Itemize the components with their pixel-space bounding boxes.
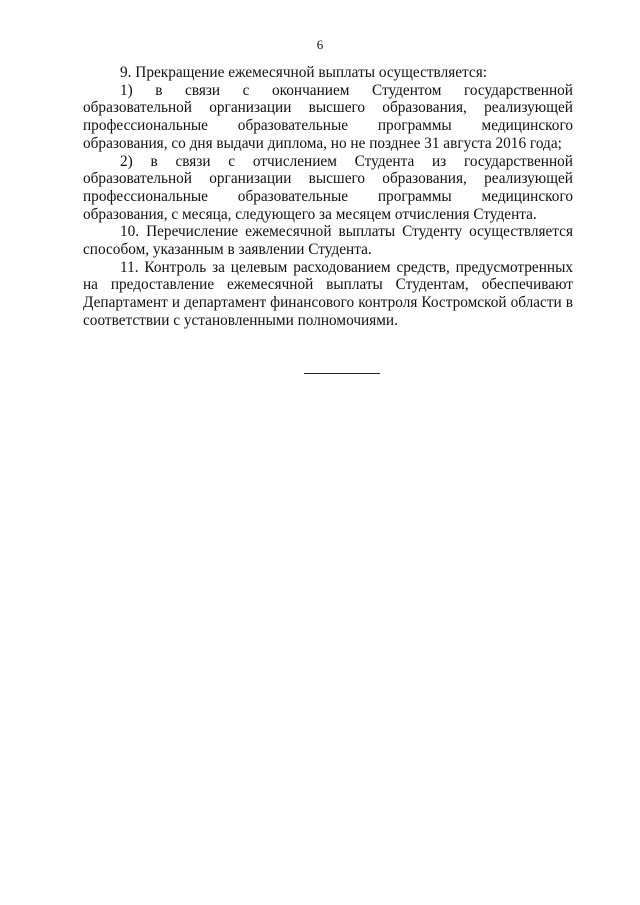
end-divider-line <box>304 373 380 374</box>
paragraph-10: 10. Перечисление ежемесячной выплаты Студенту осуществляется способом, указанным в заявлении Студента. <box>83 223 573 259</box>
page-number: 6 <box>316 37 324 52</box>
paragraph-11: 11. Контроль за целевым расходованием средств, предусмотренных на предоставление ежемесячной выплаты Студентам, обеспечивают Департамент и департамент финансового контроля Костромской области в соответствии с установленными полномочиями. <box>83 258 573 329</box>
paragraph-9-item-1: 1) в связи с окончанием Студентом государственной образовательной организации высшего образования, реализующей профессиональные образовательные программы медицинского образования, со дня выдачи диплома, но не позднее 31 августа 2016 года; <box>83 81 573 152</box>
paragraph-9-item-2: 2) в связи с отчислением Студента из государственной образовательной организации высшего образования, реализующей профессиональные образовательные программы медицинского образования, с месяца, следующего за месяцем отчисления Студента. <box>83 152 573 223</box>
paragraph-9: 9. Прекращение ежемесячной выплаты осуществляется: <box>120 64 487 81</box>
document-body <box>83 64 573 330</box>
